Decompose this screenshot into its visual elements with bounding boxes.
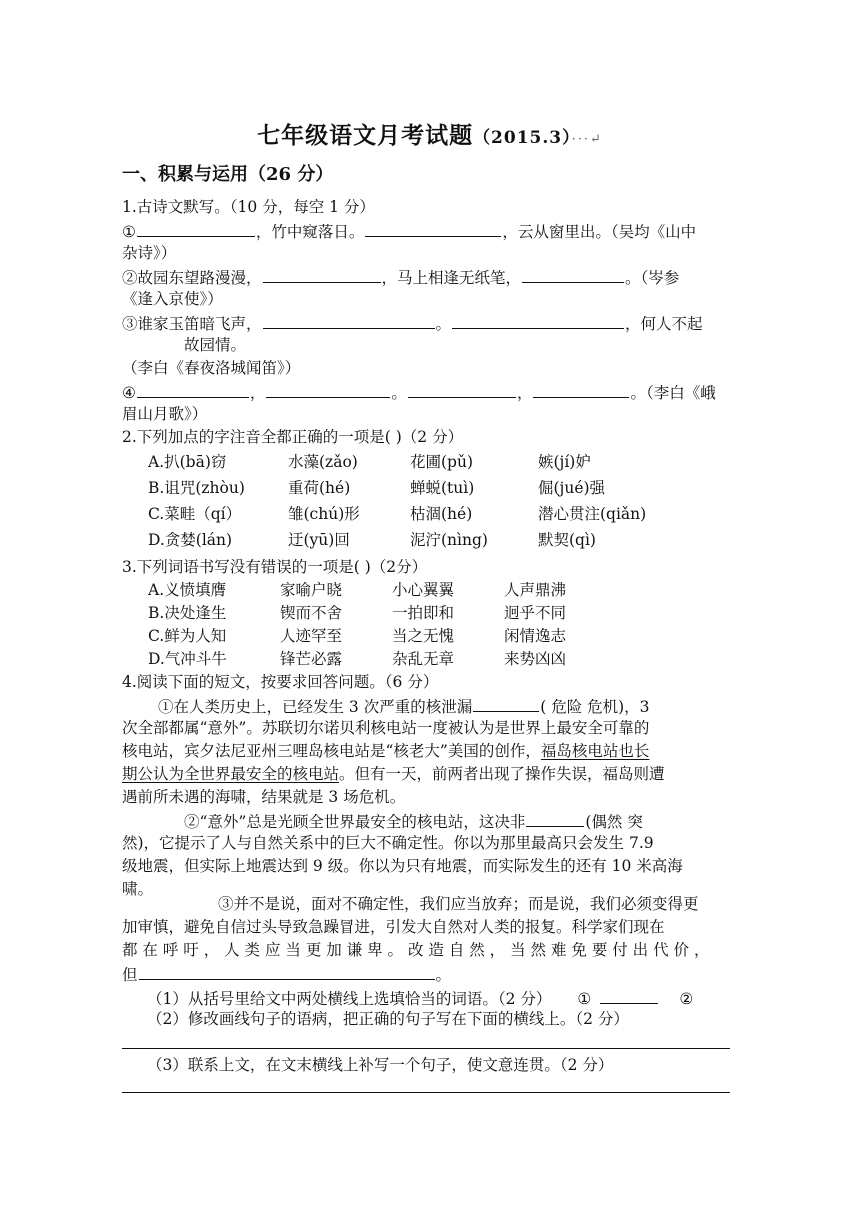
q3-option-b[interactable] [148, 602, 664, 624]
q1-line4-cont: 眉山月歌》） [122, 405, 208, 423]
q4-p3-line1: ③并不是说，面对不确定性，我们应当放弃；而是说，我们必须变得更 [218, 895, 699, 913]
q2-d-4: 默契(qì) [538, 531, 596, 549]
q2-option-a[interactable] [148, 450, 718, 474]
format-marks: ···↵ [571, 132, 603, 147]
title-main: 七年级语文月考试题 [257, 122, 474, 149]
q3-c-4: 闲情逸志 [504, 627, 567, 645]
q3-a-3: 小心翼翼 [392, 581, 455, 599]
q4-sub1-a: ① [577, 990, 592, 1008]
q4-p3-line3: 都 在 呼 吁 ， 人 类 应 当 更 加 谦 卑 。 改 造 自 然 ， 当 然 难 免 要 付 出 代 价 ， [122, 941, 710, 959]
q4-p2-choices: (偶然 突 [585, 813, 643, 831]
q1-line1-cont: 杂诗》） [122, 244, 177, 262]
q3-d-3: 杂乱无章 [392, 650, 455, 668]
q4-p1-line1 [158, 694, 650, 718]
answer-blank[interactable] [522, 265, 624, 283]
q4-p1-text: ①在人类历史上，已经发生 3 次严重的核泄漏 [158, 698, 473, 716]
q3-c-2: 人迹罕至 [280, 627, 343, 645]
q3-a-4: 人声鼎沸 [504, 581, 567, 599]
q3-option-c[interactable] [148, 625, 664, 647]
q1-line3 [122, 311, 703, 335]
q4-p2-line3: 级地震，但实际上地震达到 9 级。你以为只有地震，而实际发生的还有 10 米高海 [122, 857, 683, 875]
q3-c-1: C.鲜为人知 [148, 627, 227, 645]
q3-c-3: 当之无愧 [392, 627, 455, 645]
q1-line2-text-c: 。（岑参 [625, 269, 680, 287]
q2-header: 2.下列加点的字注音全都正确的一项是( )（2 分） [122, 428, 464, 446]
q1-line4-text-a: ④ [122, 384, 136, 402]
q4-p1-choices: ( 危险 危机)，3 [540, 698, 650, 716]
flawed-sentence-part1: 福岛核电站也长 [540, 742, 650, 760]
q3-b-2: 锲而不舍 [280, 604, 343, 622]
q4-sub1-text: （1）从括号里给文中两处横线上选填恰当的词语。（2 分） [147, 990, 552, 1008]
q3-option-d[interactable] [148, 648, 664, 670]
q4-p1-line3 [122, 740, 649, 762]
q4-p3-line2: 加审慎，避免自信过头导致急躁冒进，引发大自然对人类的报复。科学家们现在 [122, 918, 665, 936]
q1-line2-text-a: ②故园东望路漫漫， [122, 269, 262, 287]
q4-p3-text: 但 [122, 966, 138, 984]
q1-line3-text-b: 。 [435, 315, 452, 333]
q1-line2 [122, 265, 679, 289]
q4-p1-text: 。但有一天，前两者出现了操作失误，福岛则遭 [339, 765, 665, 783]
answer-blank[interactable] [263, 265, 381, 283]
q3-option-a[interactable] [148, 579, 664, 601]
q2-a-2: 水藻(zǎo) [288, 453, 358, 471]
q1-header: 1.古诗文默写。（10 分，每空 1 分） [122, 198, 375, 216]
q4-p2-line1 [184, 809, 643, 833]
q4-p2-text: ②“意外”总是光顾全世界最安全的核电站，这决非 [184, 813, 526, 831]
q4-p1-line4 [122, 763, 665, 785]
q1-line4 [122, 380, 716, 404]
q1-line4-text-b: ， [249, 384, 266, 402]
section-heading: 一、积累与运用（26 分） [122, 164, 334, 185]
q3-d-4: 来势凶凶 [504, 650, 567, 668]
q2-c-4: 潜心贯注(qiǎn) [538, 505, 647, 523]
q2-option-c[interactable] [148, 502, 718, 526]
q4-sub1 [147, 986, 693, 1010]
q2-b-4: 倔(jué)强 [538, 479, 606, 497]
q3-d-1: D.气冲斗牛 [148, 650, 227, 668]
q2-option-b[interactable] [148, 476, 718, 500]
answer-blank[interactable] [408, 380, 516, 398]
q4-p2-line2: 然)，它提示了人与自然关系中的巨大不确定性。你以为那里最高只会发生 7.9 [122, 834, 654, 852]
q2-b-1: B.诅咒(zhòu) [148, 479, 245, 497]
answer-blank[interactable] [137, 380, 249, 398]
q1-line2-cont: 《逢入京使》） [122, 290, 223, 308]
q3-b-4: 迥乎不同 [504, 604, 567, 622]
answer-line[interactable] [122, 1092, 730, 1093]
q4-sub1-b: ② [679, 990, 694, 1008]
q1-line3-text-c: ，何人不起 [625, 315, 703, 333]
q2-c-2: 雏(chú)形 [288, 505, 360, 523]
q2-a-4: 嫉(jí)妒 [538, 453, 591, 471]
q1-line1-text-b: ，竹中窥落日。 [255, 223, 365, 241]
answer-blank[interactable] [266, 380, 390, 398]
q1-line3-cont: 故园情。 [184, 336, 247, 354]
answer-blank[interactable] [365, 219, 501, 237]
q2-c-1: C.菜畦（qí） [148, 505, 242, 523]
q1-line4-text-c: 。 [391, 384, 407, 402]
q1-line3-source: （李白《春夜洛城闻笛》） [122, 359, 301, 377]
q2-d-3: 泥泞(nìng) [410, 531, 488, 549]
answer-blank-3[interactable] [139, 962, 435, 980]
answer-blank[interactable] [600, 986, 658, 1004]
q1-line1-text-a: ① [122, 223, 136, 241]
q1-line1-text-c: ，云从窗里出。（吴均《山中 [502, 223, 697, 241]
q2-c-3: 枯涸(hé) [410, 505, 473, 523]
q2-b-3: 蝉蜕(tuì) [410, 479, 475, 497]
q3-a-1: A.义愤填膺 [148, 581, 227, 599]
q4-p3-line4 [122, 962, 451, 986]
q4-p1-line2: 次全部都属“意外”。苏联切尔诺贝利核电站一度被认为是世界上最安全可靠的 [122, 719, 650, 737]
q1-line4-text-d: ， [516, 384, 533, 402]
q2-d-2: 迂(yū)回 [288, 531, 350, 549]
q1-line3-text-a: ③谁家玉笛暗飞声， [122, 315, 262, 333]
q3-header: 3.下列词语书写没有错误的一项是( )（2分） [122, 558, 428, 576]
title-date: （2015.3） [473, 128, 572, 148]
answer-blank[interactable] [533, 380, 629, 398]
q3-a-2: 家喻户晓 [280, 581, 343, 599]
q1-line2-text-b: ，马上相逢无纸笔， [381, 269, 522, 287]
answer-line[interactable] [122, 1048, 730, 1049]
q4-p1-text: 核电站，宾夕法尼亚州三哩岛核电站是“核老大”美国的创作， [122, 742, 541, 760]
q2-b-2: 重荷(hé) [288, 479, 351, 497]
answer-blank-2[interactable] [526, 809, 584, 827]
q4-p2-line4: 啸。 [122, 880, 154, 898]
q3-b-3: 一拍即和 [392, 604, 455, 622]
q2-option-d[interactable] [148, 528, 718, 552]
answer-blank-1[interactable] [473, 694, 539, 712]
answer-blank[interactable] [263, 311, 435, 329]
q3-d-2: 锋芒必露 [280, 650, 343, 668]
answer-blank[interactable] [137, 219, 255, 237]
q4-sub3: （3）联系上文，在文末横线上补写一个句子，使文意连贯。（2 分） [147, 1056, 614, 1074]
q1-line4-text-e: 。（李白《峨 [630, 384, 716, 402]
q2-a-1: A.扒(bā)窃 [148, 453, 227, 471]
q4-sub2: （2）修改画线句子的语病，把正确的句子写在下面的横线上。（2 分） [147, 1010, 629, 1028]
flawed-sentence-part2: 期公认为全世界最安全的核电站 [122, 765, 340, 783]
q4-p3-text-end: 。 [435, 966, 452, 984]
q4-header: 4.阅读下面的短文，按要求回答问题。（6 分） [122, 673, 439, 691]
page-title [0, 117, 860, 150]
answer-blank[interactable] [452, 311, 624, 329]
q2-d-1: D.贪婪(lán) [148, 531, 233, 549]
q1-line1 [122, 219, 696, 243]
q4-p1-line5: 遇前所未遇的海啸，结果就是 3 场危机。 [122, 788, 406, 806]
q3-b-1: B.决处逢生 [148, 604, 227, 622]
q2-a-3: 花圃(pǔ) [410, 453, 473, 471]
